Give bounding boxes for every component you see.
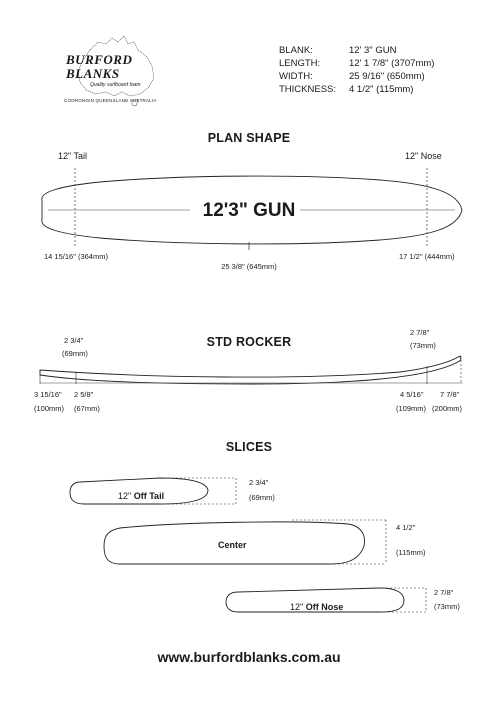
slice-center-mm: (115mm) [396, 548, 426, 557]
slice-center-inches: 4 1/2" [396, 523, 416, 532]
tail-rocker-inches: 2 3/4" [64, 336, 84, 345]
slice-off-tail-label [118, 491, 164, 501]
spec-label: THICKNESS: [279, 84, 337, 95]
nose-width-label: 17 1/2" (444mm) [399, 252, 455, 261]
logo-location: COORONGIN QUEENSLAND AUSTRALIA [64, 98, 157, 103]
tail-rocker-mm: (69mm) [62, 349, 88, 358]
nose-rocker-mm: (73mm) [410, 341, 436, 350]
slice-off-nose-mm: (73mm) [434, 602, 460, 611]
tail-end-mm: (100mm) [34, 404, 65, 413]
slice-off-nose-name: Off Nose [305, 602, 344, 612]
nose-12-mm: (109mm) [396, 404, 427, 413]
nose-end-inches: 7 7/8" [440, 390, 460, 399]
spec-value: 12' 1 7/8" (3707mm) [349, 58, 435, 69]
spec-value: 4 1/2" (115mm) [349, 84, 414, 95]
slice-off-tail-name: Off Tail [133, 491, 165, 501]
spec-label: BLANK: [279, 45, 313, 56]
slice-off-nose-label [290, 602, 343, 612]
logo [60, 30, 170, 110]
nose-rocker-inches: 2 7/8" [410, 328, 430, 337]
tail-12-label: 12" Tail [58, 151, 88, 161]
nose-12-inches: 4 5/16" [400, 390, 424, 399]
slices-heading: SLICES [225, 440, 273, 454]
spec-label: LENGTH: [279, 58, 321, 69]
logo-brand-line2: BLANKS [66, 66, 120, 81]
logo-brand-line1: BURFORD [66, 52, 133, 67]
slice-off-tail-mm: (69mm) [249, 493, 275, 502]
website-url[interactable]: www.burfordblanks.com.au [157, 649, 341, 665]
center-width-label: 25 3/8" (645mm) [221, 262, 277, 271]
spec-label: WIDTH: [279, 71, 313, 82]
spec-value: 12' 3" GUN [349, 45, 397, 56]
slice-off-tail-prefix: 12" [118, 491, 132, 501]
slice-off-nose-inches: 2 7/8" [434, 588, 454, 597]
nose-12-label: 12" Nose [405, 151, 442, 161]
rocker-profile [0, 350, 498, 395]
plan-shape-heading: PLAN SHAPE [207, 131, 291, 145]
tail-12-mm: (67mm) [74, 404, 100, 413]
slice-off-nose-prefix: 12" [290, 602, 304, 612]
board-model-label: 12'3" GUN [202, 200, 296, 221]
slice-center-name: Center [218, 540, 247, 550]
rocker-outline [40, 356, 461, 384]
slice-center-label [218, 540, 247, 550]
rocker-heading: STD ROCKER [206, 335, 292, 349]
slice-off-tail-inches: 2 3/4" [249, 478, 269, 487]
tail-end-inches: 3 15/16" [34, 390, 62, 399]
tail-12-inches: 2 5/8" [74, 390, 94, 399]
tail-width-label: 14 15/16" (364mm) [44, 252, 108, 261]
spec-value: 25 9/16" (650mm) [349, 71, 425, 82]
nose-end-mm: (200mm) [432, 404, 463, 413]
logo-tagline: Quality surfboard foam [90, 82, 141, 88]
